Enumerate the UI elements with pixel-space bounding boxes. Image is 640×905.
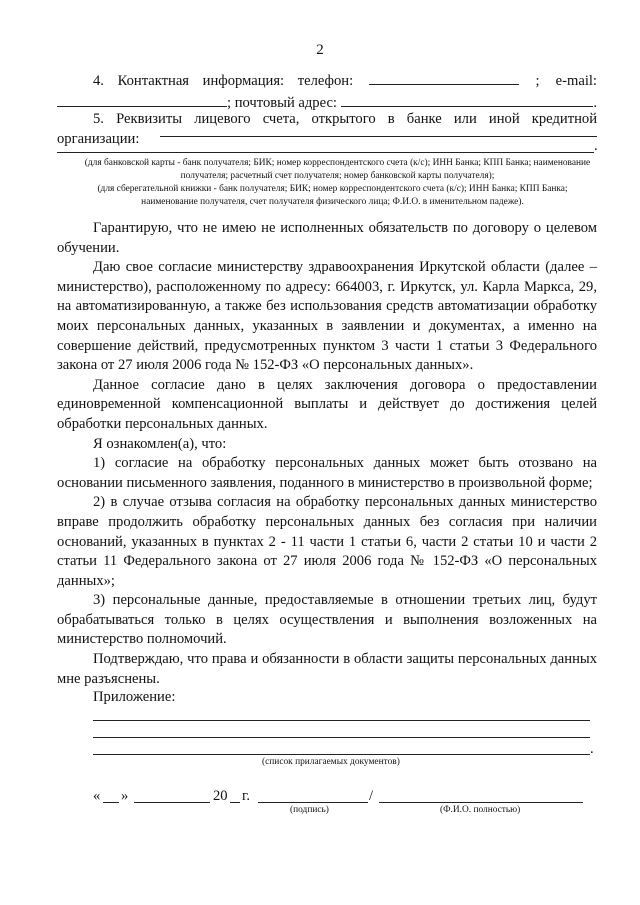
bank-details-field-2[interactable]: [57, 152, 594, 153]
date-month-field[interactable]: [134, 802, 210, 803]
bank-hint-card: (для банковской карты - банк получателя; БИК; номер корреспондентского счета (к/с); ИНН Банка; КПП Банка; наименование получателя; расчетный счет получателя; номер банковской карты получателя);: [84, 158, 591, 181]
body-paragraph: 2) в случае отзыва согласия на обработку персональных данных министерство вправе продолжить обработку персональных данных без согласия при наличии оснований, указанных в пунктах 2 - 11 части 1 статьи 6, части 2 статьи 10 и части 2 статьи 11 Федерального закона от 27 июля 2006 года № 152-ФЗ «О персональных данных»;: [57, 494, 597, 589]
full-name-caption: (Ф.И.О. полностью): [440, 805, 521, 815]
body-paragraph: 3) персональные данные, предоставляемые в отношении третьих лиц, будут обрабатываться только в целях осуществления и выполнения возложенных на министерство полномочий.: [57, 592, 597, 648]
attachment-label: Приложение:: [93, 689, 176, 705]
body-paragraph: Я ознакомлен(а), что:: [93, 435, 227, 452]
body-paragraph: Гарантирую, что не имею не исполненных обязательств по договору о целевом обучении.: [57, 220, 597, 256]
contact-semicolon: ;: [535, 73, 540, 89]
contact-section: [57, 70, 597, 113]
page-number: 2: [316, 42, 324, 58]
date-year-field[interactable]: [230, 802, 240, 803]
date-year-suffix: г.: [242, 788, 250, 804]
contact-end: .: [593, 94, 597, 111]
attachment-caption: (список прилагаемых документов): [262, 757, 400, 767]
email-field[interactable]: [57, 92, 227, 107]
body-paragraph: Подтверждаю, что права и обязанности в области защиты персональных данных мне разъяснены.: [57, 651, 597, 687]
bank-details-field-1[interactable]: [160, 136, 597, 137]
attachment-field-1[interactable]: [93, 720, 590, 721]
date-close-quote: »: [121, 788, 129, 804]
body-paragraph: Данное согласие дано в целях заключения договора о предоставлении единовременной компенсационной выплаты и действует до достижения целей обработки персональных данных.: [57, 376, 597, 432]
phone-field[interactable]: [369, 70, 519, 85]
date-day-field[interactable]: [103, 802, 119, 803]
postal-address-field[interactable]: [341, 92, 593, 107]
bank-section: [57, 110, 597, 149]
bank-label: 5. Реквизиты лицевого счета, открытого в банке или иной кредитной организации:: [57, 111, 597, 147]
signature-caption: (подпись): [290, 805, 329, 815]
attachment-field-2[interactable]: [93, 737, 590, 738]
attachment-end: .: [590, 741, 594, 757]
bank-hint-book: (для сберегательной книжки - банк получателя; БИК; номер корреспондентского счета (к/с); ИНН Банка; КПП Банка; наименование получателя, счет получателя физического лица; Ф.И.О. в именительном падеже).: [97, 184, 568, 207]
body-paragraph: 1) согласие на обработку персональных данных может быть отозвано на основании письменного заявления, поданного в министерство в произвольной форме;: [57, 455, 597, 491]
signature-field[interactable]: [258, 802, 368, 803]
signature-slash: /: [369, 788, 374, 804]
full-name-field[interactable]: [379, 802, 583, 803]
email-label: e-mail:: [555, 73, 597, 89]
bank-end: .: [594, 138, 598, 154]
date-open-quote: «: [93, 788, 101, 804]
attachment-field-3[interactable]: [93, 754, 590, 755]
consent-body: [57, 219, 597, 689]
date-year-prefix: 20: [213, 788, 228, 804]
body-paragraph: Даю свое согласие министерству здравоохранения Иркутской области (далее – министерство), расположенному по адресу: 664003, г. Иркутск, ул. Карла Маркса, 29, на автоматизированную, а также без использования средств автоматизации обработку моих персональных данных, указанных в заявлении и документах, а именно на совершение действий, предусмотренных пунктом 3 части 1 статьи 3 Федерального закона от 27 июля 2006 года № 152-ФЗ «О персональных данных».: [57, 259, 597, 374]
postal-label: ; почтовый адрес:: [227, 94, 337, 111]
contact-label: 4. Контактная информация: телефон:: [93, 73, 354, 89]
